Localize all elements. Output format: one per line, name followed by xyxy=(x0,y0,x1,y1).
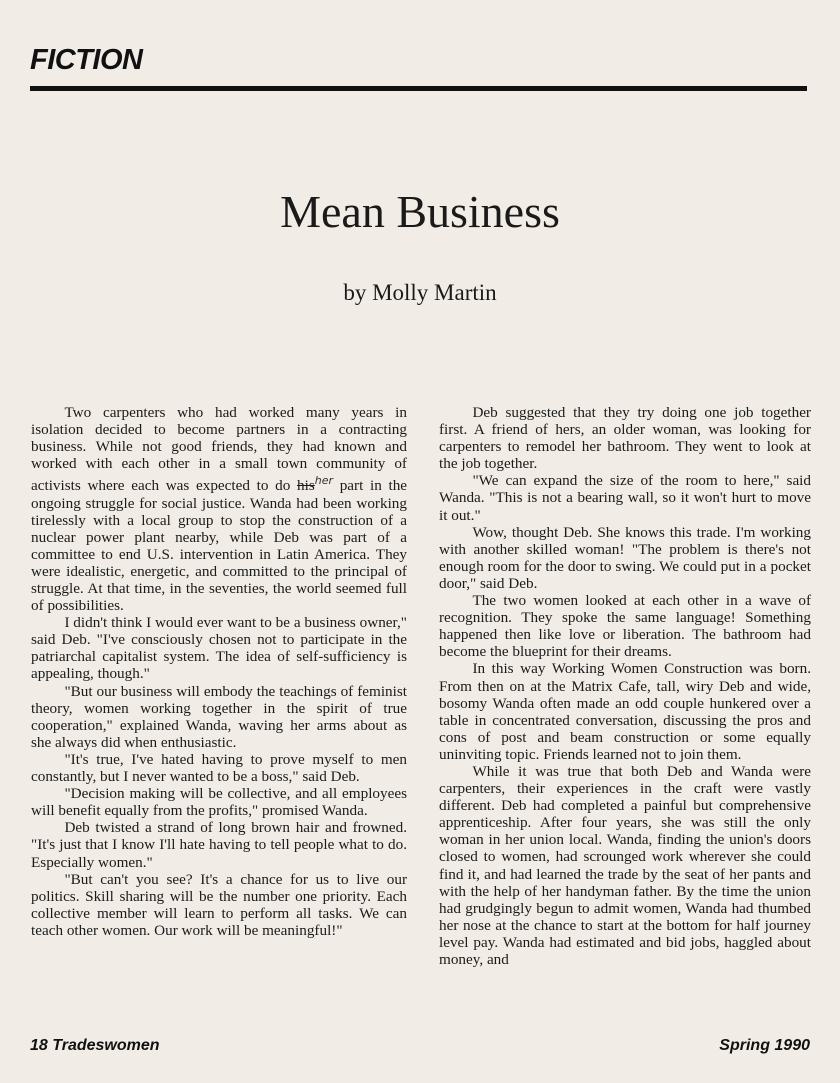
paragraph-text: Two carpenters who had worked many years in isolation decided to become partners in a contracting business. While not good friends, they had known and worked with each other in a small town community of activists where each was expected to do xyxy=(31,404,407,495)
paragraph: "But our business will embody the teachings of feminist theory, women working together in the spirit of true cooperation," explained Wanda, waving her arms about as she always did when enthusiastic. xyxy=(31,682,407,751)
footer-issue: Spring 1990 xyxy=(719,1037,810,1054)
paragraph: "Decision making will be collective, and all employees will benefit equally from the profits," promised Wanda. xyxy=(31,785,407,820)
paragraph: "It's true, I've hated having to prove myself to men constantly, but I never wanted to be a boss," said Deb. xyxy=(31,750,407,786)
paragraph: Deb twisted a strand of long brown hair and frowned. "It's just that I know I'll hate having to tell people what to do. Especially women." xyxy=(31,819,407,871)
handwritten-correction: her xyxy=(314,474,334,488)
struck-word: his xyxy=(297,477,315,495)
header-rule xyxy=(30,86,807,91)
paragraph: While it was true that both Deb and Wanda were carpenters, their experiences in the craft were vastly different. Deb had completed a painful but comprehensive apprenticeship. After four years, she was still the only woman in her union local. Wanda, finding the union's doors closed to women, had scrounged work wherever she could find it, and had learned the trade by the seat of her pants and with the help of her handyman father. By the time the union had grudgingly begun to admit women, Wanda had thumbed her nose at the chance to start at the bottom for half journey level pay. Wanda had estimated and bid jobs, haggled about money, and xyxy=(439,762,811,968)
paragraph: In this way Working Women Construction was born. From then on at the Matrix Cafe, tall, wiry Deb and wide, bosomy Wanda often made an odd couple hunkered over a table in concentrated conversation, discussing the pros and cons of post and beam construction or some equally uninviting topic. Friends learned not to join them. xyxy=(439,660,811,763)
section-heading: FICTION xyxy=(30,44,143,76)
paragraph: The two women looked at each other in a wave of recognition. They spoke the same language! Something happened then like love or liberation. The bathroom had become the blueprint for their dreams. xyxy=(439,592,811,661)
paragraph: "But can't you see? It's a chance for us to live our politics. Skill sharing will be the number one priority. Each collective member will learn to perform all tasks. We can teach other women. Our work will be meaningful!" xyxy=(31,870,407,939)
paragraph: Wow, thought Deb. She knows this trade. I'm working with another skilled woman! "The problem is there's not enough room for the door to swing. We could put in a pocket door," said Deb. xyxy=(439,523,811,592)
paragraph: "We can expand the size of the room to here," said Wanda. "This is not a bearing wall, so it won't hurt to move it out." xyxy=(439,472,811,524)
paragraph-text: part in the ongoing struggle for social justice. Wanda had been working tirelessly with a local group to stop the construction of a nuclear power plant nearby, while Deb was part of a committee to end U.S. intervention in Latin America. They were idealistic, energetic, and committed to the principal of struggle. At that time, in the seventies, the world seemed full of possibilities. xyxy=(31,477,408,615)
paragraph: Deb suggested that they try doing one job together first. A friend of hers, an older woman, was looking for carpenters to remodel her bathroom. They went to look at the job together. xyxy=(439,404,811,473)
article-title: Mean Business xyxy=(280,186,560,237)
paragraph: I didn't think I would ever want to be a business owner," said Deb. "I've consciously chosen not to participate in the patriarchal capitalist system. The idea of self-sufficiency is appealing, though." xyxy=(31,614,407,683)
article-byline: by Molly Martin xyxy=(343,280,497,305)
left-column xyxy=(31,404,407,939)
paragraph xyxy=(31,404,407,614)
right-column xyxy=(439,404,811,968)
footer-page-number: 18 Tradeswomen xyxy=(30,1037,160,1054)
